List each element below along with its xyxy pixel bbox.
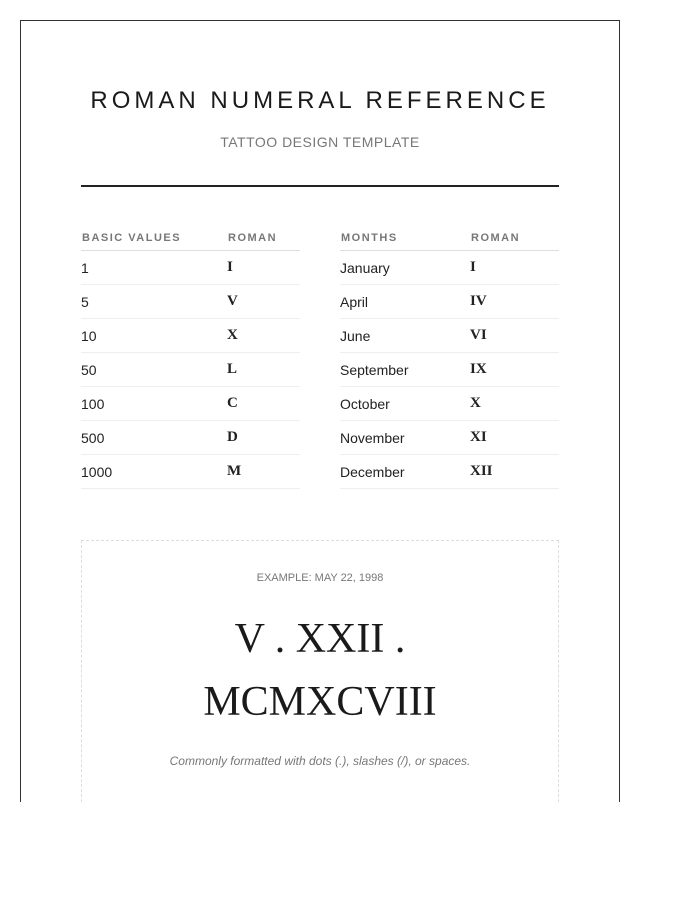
roman-cell: X bbox=[470, 387, 559, 421]
roman-cell: IX bbox=[470, 353, 559, 387]
table-row bbox=[340, 455, 559, 489]
example-box bbox=[81, 540, 559, 802]
table-row bbox=[81, 319, 300, 353]
value-cell: April bbox=[340, 285, 470, 319]
value-cell: December bbox=[340, 455, 470, 489]
roman-cell: D bbox=[227, 421, 300, 455]
value-cell: January bbox=[340, 251, 470, 285]
roman-cell: M bbox=[227, 455, 300, 489]
column-header: ROMAN bbox=[470, 225, 559, 251]
table-row bbox=[340, 285, 559, 319]
value-cell: 100 bbox=[81, 387, 227, 421]
roman-cell: XI bbox=[470, 421, 559, 455]
reference-sheet bbox=[20, 20, 620, 802]
roman-cell: XII bbox=[470, 455, 559, 489]
value-cell: 1 bbox=[81, 251, 227, 285]
example-note: Commonly formatted with dots (.), slashes (/), or spaces. bbox=[169, 754, 471, 768]
page-title: ROMAN NUMERAL REFERENCE bbox=[90, 87, 550, 114]
table-row bbox=[81, 353, 300, 387]
divider bbox=[81, 185, 559, 187]
table-row bbox=[81, 455, 300, 489]
value-cell: 1000 bbox=[81, 455, 227, 489]
value-cell: November bbox=[340, 421, 470, 455]
roman-cell: VI bbox=[470, 319, 559, 353]
months-table bbox=[340, 225, 559, 489]
column-header: BASIC VALUES bbox=[81, 225, 227, 251]
roman-cell: IV bbox=[470, 285, 559, 319]
table-row bbox=[340, 387, 559, 421]
table-row bbox=[340, 319, 559, 353]
table-row bbox=[340, 353, 559, 387]
column-header: MONTHS bbox=[340, 225, 470, 251]
column-header: ROMAN bbox=[227, 225, 300, 251]
table-header-row bbox=[340, 225, 559, 251]
example-value: V . XXII . MCMXCVIII bbox=[203, 616, 437, 725]
page-subtitle: TATTOO DESIGN TEMPLATE bbox=[220, 134, 420, 150]
table-row bbox=[81, 251, 300, 285]
value-cell: 5 bbox=[81, 285, 227, 319]
table-row bbox=[81, 387, 300, 421]
table-header-row bbox=[81, 225, 300, 251]
roman-cell: V bbox=[227, 285, 300, 319]
value-cell: October bbox=[340, 387, 470, 421]
value-cell: 10 bbox=[81, 319, 227, 353]
value-cell: 50 bbox=[81, 353, 227, 387]
roman-cell: X bbox=[227, 319, 300, 353]
roman-cell: C bbox=[227, 387, 300, 421]
basic-values-table bbox=[81, 225, 300, 489]
value-cell: 500 bbox=[81, 421, 227, 455]
table-row bbox=[340, 251, 559, 285]
roman-cell: L bbox=[227, 353, 300, 387]
value-cell: June bbox=[340, 319, 470, 353]
roman-cell: I bbox=[470, 251, 559, 285]
table-row bbox=[81, 421, 300, 455]
example-label: EXAMPLE: MAY 22, 1998 bbox=[256, 572, 384, 584]
roman-cell: I bbox=[227, 251, 300, 285]
table-row bbox=[340, 421, 559, 455]
value-cell: September bbox=[340, 353, 470, 387]
table-row bbox=[81, 285, 300, 319]
